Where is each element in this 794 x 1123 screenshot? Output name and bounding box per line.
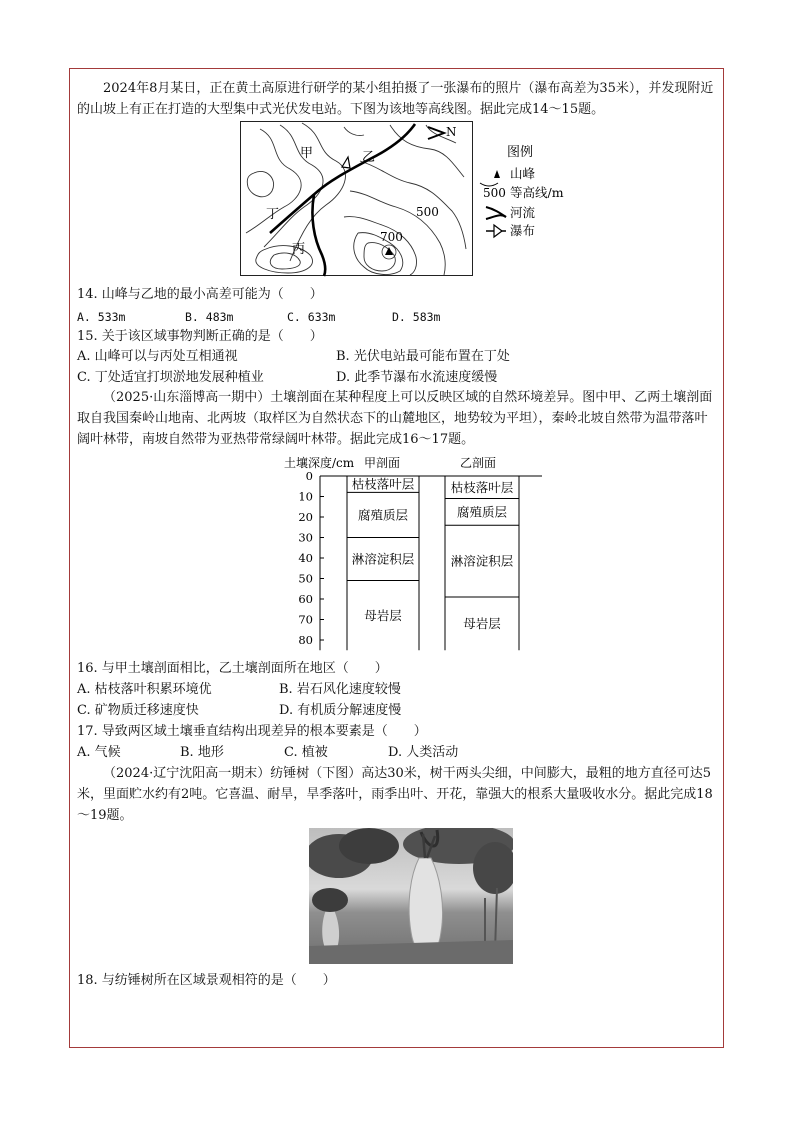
soil-profile-chart — [272, 452, 552, 654]
north-label: N — [446, 125, 457, 139]
soil-tick-label: 30 — [298, 530, 313, 545]
intro-paragraph-1: 2024年8月某日，正在黄土高原进行研学的某小组拍摄了一张瀑布的照片（瀑布高差为35米），并发现附近的山坡上有正在打造的大型集中式光伏发电站。下图为该地等高线图。据此完成14～15题。 — [77, 81, 714, 117]
soil-tick-label: 20 — [298, 510, 313, 524]
contour-label-700: 700 — [380, 230, 403, 244]
legend-waterfall: 瀑布 — [510, 223, 536, 238]
map-label-ding: 丁 — [266, 207, 280, 222]
q15-option-b: B. 光伏电站最可能布置在丁处 — [336, 349, 510, 364]
q17-option-d: D. 人类活动 — [388, 745, 459, 760]
q16-stem: 16. 与甲土壤剖面相比，乙土壤剖面所在地区（ ） — [77, 661, 388, 676]
profile-b-layer-label: 枯枝落叶层 — [450, 479, 514, 495]
soil-tick-label: 40 — [298, 551, 313, 565]
q16-option-d: D. 有机质分解速度慢 — [279, 703, 402, 718]
q17-option-a: A. 气候 — [77, 745, 121, 760]
profile-a-layer-label: 腐殖质层 — [357, 507, 409, 523]
q16-option-c: C. 矿物质迁移速度快 — [77, 703, 199, 718]
q15-option-a: A. 山峰可以与丙处互相通视 — [77, 349, 238, 364]
intro-paragraph-2: （2025·山东淄博高一期中）土壤剖面在某种程度上可以反映区域的自然环境差异。图中甲、乙两土壤剖面取自我国秦岭山地南、北两坡（取样区为自然状态下的山麓地区，地势较为平坦），秦岭北坡自然带为温带落叶阔叶林带，南坡自然带为亚热带常绿阔叶林带。据此完成16～17题。 — [77, 390, 713, 447]
q14-stem: 14. 山峰与乙地的最小高差可能为（ ） — [77, 287, 323, 302]
soil-tick-label: 0 — [305, 469, 313, 483]
profile-a-layer-label: 母岩层 — [364, 607, 402, 623]
soil-profile-a-title: 甲剖面 — [364, 456, 401, 470]
q17-stem: 17. 导致两区域土壤垂直结构出现差异的根本要素是（ ） — [77, 724, 427, 739]
contour-label-500: 500 — [416, 205, 439, 219]
intro-paragraph-3: （2024·辽宁沈阳高一期末）纺锤树（下图）高达30米，树干两头尖细，中间膨大，最粗的地方直径可达5米，里面贮水约有2吨。它喜温、耐旱，旱季落叶，雨季出叶、开花，靠强大的根系大量吸收水分。据此完成18～19题。 — [77, 766, 713, 823]
profile-b-layer-label: 淋溶淀积层 — [450, 553, 514, 569]
bottle-tree-photo — [309, 828, 513, 964]
q16-option-a: A. 枯枝落叶积累环境优 — [77, 682, 212, 697]
q18-stem: 18. 与纺锤树所在区域景观相符的是（ ） — [77, 973, 336, 988]
q17-option-c: C. 植被 — [284, 745, 328, 760]
legend-peak: 山峰 — [510, 166, 536, 181]
profile-a-layer-label: 淋溶淀积层 — [351, 551, 415, 567]
profile-b-layer-label: 母岩层 — [463, 616, 501, 632]
map-label-jia: 甲 — [300, 146, 314, 161]
q14-option-a: A. 533m — [77, 310, 126, 324]
q17-option-b: B. 地形 — [180, 745, 224, 760]
legend-title: 图例 — [507, 145, 534, 160]
peak-icon — [494, 170, 500, 178]
legend-river: 河流 — [510, 205, 536, 220]
contour-map — [240, 121, 580, 277]
soil-tick-label: 10 — [298, 489, 313, 504]
legend-contour: 等高线/m — [510, 185, 564, 200]
map-label-yi: 乙 — [362, 150, 376, 165]
profile-a-layer-label: 枯枝落叶层 — [351, 476, 415, 492]
soil-profile-b-title: 乙剖面 — [460, 456, 497, 470]
waterfall-icon — [494, 225, 502, 237]
q14-option-d: D. 583m — [392, 310, 441, 324]
soil-tick-label: 60 — [298, 592, 313, 606]
q15-option-d: D. 此季节瀑布水流速度缓慢 — [336, 370, 498, 385]
profile-b-layer-label: 腐殖质层 — [456, 504, 508, 520]
soil-tick-label: 70 — [298, 612, 313, 627]
q16-option-b: B. 岩石风化速度较慢 — [279, 682, 401, 697]
q15-option-c: C. 丁处适宜打坝淤地发展种植业 — [77, 370, 264, 385]
q14-option-c: C. 633m — [287, 310, 336, 324]
legend-contour-value: 500 — [483, 186, 506, 200]
soil-tick-label: 80 — [298, 633, 313, 647]
q15-stem: 15. 关于该区域事物判断正确的是（ ） — [77, 329, 323, 344]
q14-option-b: B. 483m — [185, 310, 234, 324]
soil-tick-label: 50 — [298, 571, 313, 586]
soil-y-title: 土壤深度/cm — [284, 456, 355, 470]
map-label-bing: 丙 — [292, 242, 306, 257]
